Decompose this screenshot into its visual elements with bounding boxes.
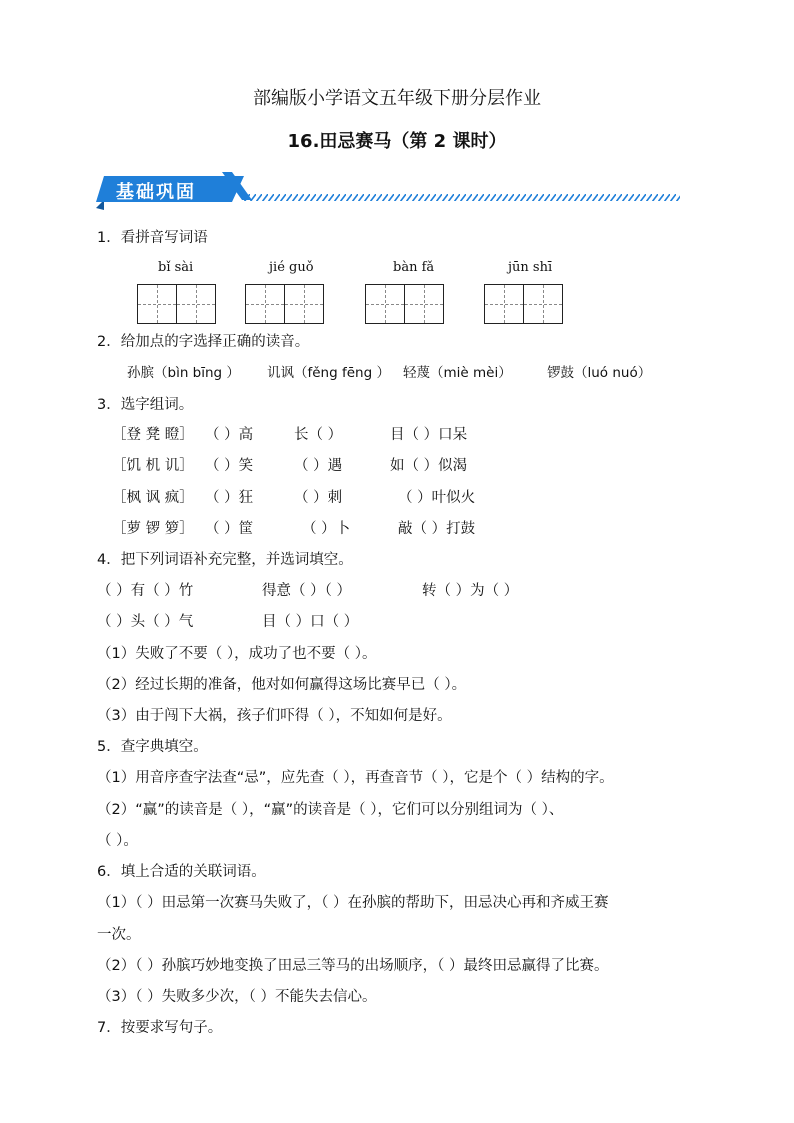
tian-cell[interactable]	[404, 284, 444, 324]
conjunction-line-3[interactable]: （3）（ ）失败多少次，（ ）不能失去信心。	[97, 989, 377, 1005]
lesson-title: 16.田忌赛马（第 2 课时）	[287, 131, 507, 152]
blank-word[interactable]: 如（ ）似渴	[390, 458, 468, 474]
idiom-blank[interactable]: 转（ ）为（ ）	[422, 583, 519, 599]
fill-sentence-2[interactable]: （2）经过长期的准备，他对如何赢得这场比赛早已（ ）。	[97, 677, 467, 693]
char-group-2: ［饥 机 讥］	[112, 458, 194, 474]
blank-word[interactable]: 长（ ）	[294, 427, 343, 443]
question-1-title: 1．看拼音写词语	[97, 230, 208, 246]
question-4-title: 4．把下列词语补充完整，并选词填空。	[97, 552, 353, 568]
idiom-blank[interactable]: 目（ ）口（ ）	[262, 614, 359, 630]
reading-choice-4: 锣鼓（luó nuó）	[547, 365, 652, 381]
tian-cell[interactable]	[484, 284, 524, 324]
idiom-blank[interactable]: （ ）有（ ）竹	[97, 583, 194, 599]
pinyin-1: bǐ sài	[158, 260, 194, 275]
writing-box-2[interactable]	[245, 284, 327, 324]
dictionary-line-1[interactable]: （1）用音序查字法查“忌”，应先查（ ），再查音节（ ），它是个（ ）结构的字。	[97, 770, 614, 786]
tian-cell[interactable]	[523, 284, 563, 324]
blank-word[interactable]: （ ）筐	[205, 521, 254, 537]
blank-word[interactable]: 目（ ）口呆	[390, 427, 468, 443]
question-3-title: 3．选字组词。	[97, 397, 194, 413]
reading-choice-2: 讥讽（fěng fēng ）	[267, 365, 390, 381]
idiom-blank[interactable]: （ ）头（ ）气	[97, 614, 194, 630]
blank-word[interactable]: （ ）高	[205, 427, 254, 443]
reading-choice-1: 孙膑（bìn bīng ）	[127, 365, 240, 381]
question-6-title: 6．填上合适的关联词语。	[97, 864, 266, 880]
tian-cell[interactable]	[365, 284, 405, 324]
char-group-1: ［登 凳 瞪］	[112, 427, 194, 443]
writing-box-1[interactable]	[137, 284, 219, 324]
blank-word[interactable]: （ ）刺	[294, 490, 343, 506]
pinyin-3: bàn fǎ	[393, 260, 435, 275]
section-banner	[94, 170, 684, 214]
blank-word[interactable]: 敲（ ）打鼓	[398, 521, 476, 537]
question-5-title: 5．查字典填空。	[97, 739, 208, 755]
fill-sentence-3[interactable]: （3）由于闯下大祸，孩子们吓得（ ），不知如何是好。	[97, 708, 452, 724]
tian-cell[interactable]	[284, 284, 324, 324]
pinyin-4: jūn shī	[508, 260, 553, 275]
blank-word[interactable]: （ ）遇	[294, 458, 343, 474]
fill-sentence-1[interactable]: （1）失败了不要（ ），成功了也不要（ ）。	[97, 646, 377, 662]
tian-cell[interactable]	[245, 284, 285, 324]
question-7-title: 7．按要求写句子。	[97, 1020, 223, 1036]
blank-word[interactable]: （ ）卜	[302, 521, 351, 537]
pinyin-2: jié guǒ	[269, 260, 314, 275]
idiom-blank[interactable]: 得意（ ）（ ）	[262, 583, 351, 599]
blank-word[interactable]: （ ）叶似火	[398, 490, 476, 506]
question-2-title: 2．给加点的字选择正确的读音。	[97, 334, 310, 350]
dictionary-line-3[interactable]: （ ）。	[97, 833, 138, 849]
char-group-4: ［萝 锣 箩］	[112, 521, 194, 537]
reading-choice-3: 轻蔑（miè mèi）	[403, 365, 512, 381]
blank-word[interactable]: （ ）笑	[205, 458, 254, 474]
tian-cell[interactable]	[176, 284, 216, 324]
char-group-3: ［枫 讽 疯］	[112, 490, 194, 506]
conjunction-line-1-cont: 一次。	[97, 927, 141, 943]
blank-word[interactable]: （ ）狂	[205, 490, 254, 506]
dictionary-line-2[interactable]: （2）“赢”的读音是（ ），“赢”的读音是（ ），它们可以分别组词为（ ）、	[97, 802, 564, 818]
conjunction-line-1[interactable]: （1）（ ）田忌第一次赛马失败了，（ ）在孙膑的帮助下，田忌决心再和齐威王赛	[97, 895, 609, 911]
banner-label: 基础巩固	[116, 182, 196, 203]
tian-cell[interactable]	[137, 284, 177, 324]
writing-box-4[interactable]	[484, 284, 566, 324]
writing-box-3[interactable]	[365, 284, 447, 324]
document-title: 部编版小学语文五年级下册分层作业	[253, 88, 541, 109]
conjunction-line-2[interactable]: （2）（ ）孙膑巧妙地变换了田忌三等马的出场顺序，（ ）最终田忌赢得了比赛。	[97, 958, 609, 974]
